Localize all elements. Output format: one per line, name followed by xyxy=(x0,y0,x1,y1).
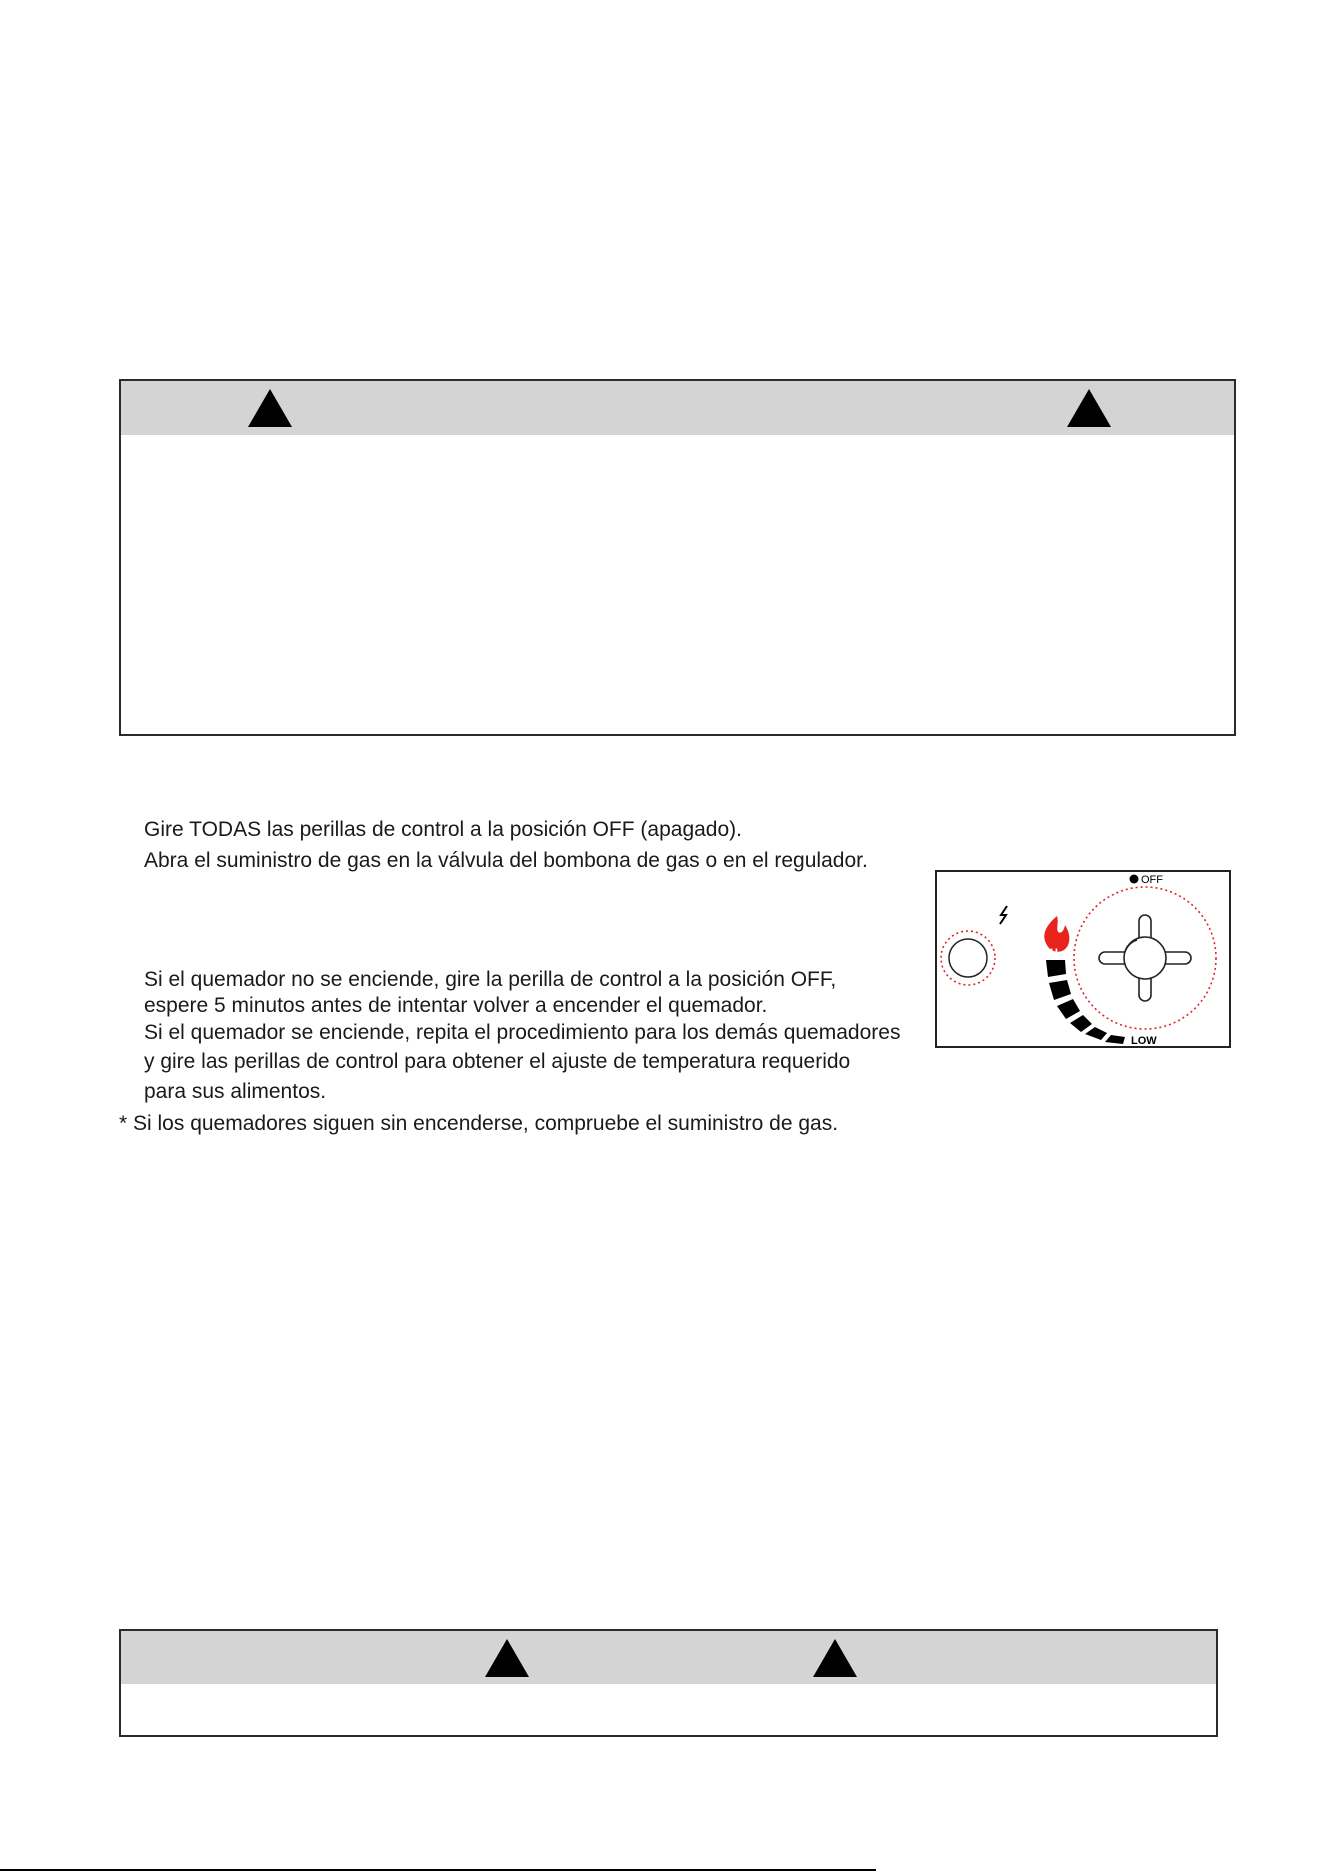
high-label: H xyxy=(1050,947,1058,959)
warning-triangle-icon xyxy=(1067,389,1111,427)
warning-box-bottom xyxy=(119,1629,1218,1737)
instruction-line-5: Si el quemador se enciende, repita el procedimiento para los demás quemadores xyxy=(144,1021,901,1044)
instruction-note: * Si los quemadores siguen sin encenderse, compruebe el suministro de gas. xyxy=(119,1112,839,1135)
off-marker-dot xyxy=(1130,875,1139,884)
instruction-line-6: y gire las perillas de control para obtener el ajuste de temperatura requerido xyxy=(144,1050,851,1073)
instruction-line-1: Gire TODAS las perillas de control a la posición OFF (apagado). xyxy=(144,818,742,841)
warning-header-bottom xyxy=(121,1631,1216,1684)
warning-triangle-icon xyxy=(248,389,292,427)
warning-triangle-icon xyxy=(485,1639,529,1677)
instruction-line-3: Si el quemador no se enciende, gire la perilla de control a la posición OFF, xyxy=(144,968,837,991)
warning-triangle-icon xyxy=(813,1639,857,1677)
warning-box-top xyxy=(119,379,1236,736)
instruction-line-7: para sus alimentos. xyxy=(144,1080,327,1103)
footer-rule xyxy=(0,1869,876,1871)
low-label: LOW xyxy=(1131,1035,1157,1047)
ignition-button-icon xyxy=(949,939,987,977)
instruction-line-4: espere 5 minutos antes de intentar volver a encender el quemador. xyxy=(144,994,768,1017)
warning-header-top xyxy=(121,381,1234,435)
control-knob-diagram xyxy=(935,870,1231,1048)
off-label: OFF xyxy=(1141,874,1163,886)
instruction-line-2: Abra el suministro de gas en la válvula del bombona de gas o en el regulador. xyxy=(144,849,868,872)
